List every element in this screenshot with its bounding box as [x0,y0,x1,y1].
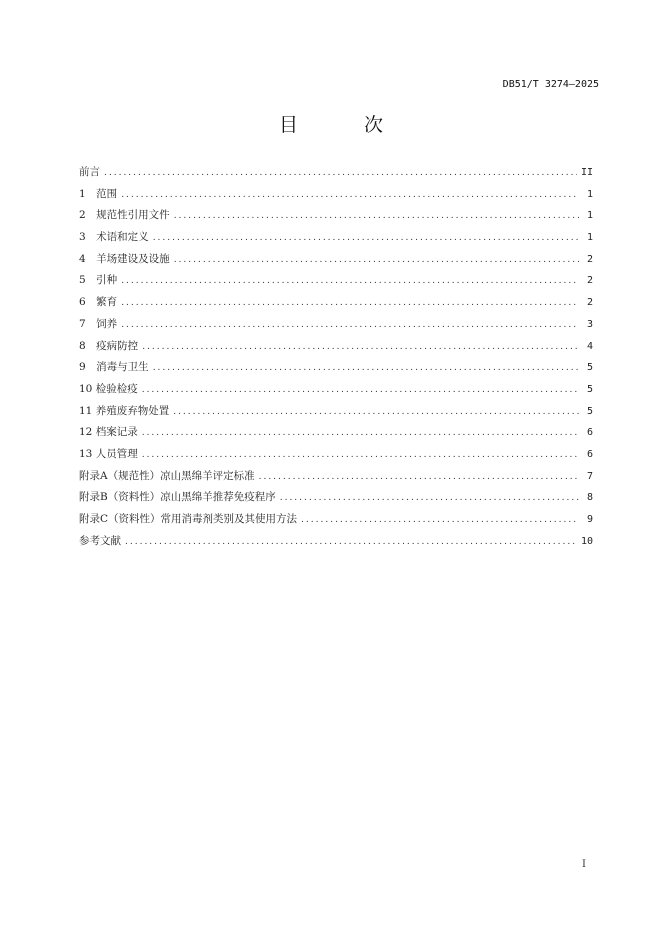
page-title: 目 次 [278,114,414,136]
toc-entry-page: 10 [580,535,593,547]
toc-entry-label: 8 疫病防控 [79,339,139,352]
toc-leader-dots [174,250,579,272]
document-code: DB51/T 3274—2025 [502,79,599,90]
toc-entry-page: 1 [586,232,593,244]
toc-entry-preface[interactable] [79,162,593,184]
toc-leader-dots [173,402,579,424]
toc-entry-page: 2 [586,297,593,309]
toc-entry-1[interactable] [79,184,593,206]
toc-entry-12[interactable] [79,422,593,444]
toc-entry-label: 10 检验检疫 [79,382,138,395]
toc-leader-dots [121,293,579,315]
toc-entry-4[interactable] [79,249,593,271]
toc-entry-page: 5 [586,362,593,374]
toc-entry-page: 3 [586,318,593,330]
toc-entry-label: 6 繁育 [79,296,118,309]
toc-entry-6[interactable] [79,292,593,314]
toc-entry-label: 11 养殖废弃物处置 [79,404,170,417]
toc-entry-8[interactable] [79,336,593,358]
toc-leader-dots [125,532,577,554]
toc-entry-label: 12 档案记录 [79,426,138,439]
toc-leader-dots [142,423,579,445]
toc-leader-dots [104,163,577,185]
toc-entry-10[interactable] [79,379,593,401]
toc-entry-page: 1 [586,188,593,200]
toc-entry-page: 2 [586,253,593,265]
toc-entry-references[interactable] [79,531,593,553]
toc-entry-label: 前言 [79,166,100,178]
toc-entry-label: 4 羊场建设及设施 [79,252,170,265]
toc-entry-appendix-c[interactable] [79,509,593,531]
toc-entry-11[interactable] [79,401,593,423]
toc-entry-13[interactable] [79,444,593,466]
toc-leader-dots [121,185,579,207]
toc-leader-dots [142,380,579,402]
toc-entry-page: 5 [586,405,593,417]
toc-entry-appendix-b[interactable] [79,487,593,509]
toc-entry-label: 7 饲养 [79,317,118,330]
toc-entry-2[interactable] [79,205,593,227]
toc-leader-dots [121,315,579,337]
toc-entry-label: 9 消毒与卫生 [79,361,149,374]
toc-leader-dots [259,467,579,489]
toc-entry-page: 1 [586,210,593,222]
toc-entry-label: 附录B（资料性）凉山黑绵羊推荐免疫程序 [79,491,276,504]
toc-entry-3[interactable] [79,227,593,249]
toc-entry-label: 1 范围 [79,187,118,200]
toc-entry-page: 4 [586,340,593,352]
toc-entry-page: 6 [586,448,593,460]
toc-entry-label: 2 规范性引用文件 [79,209,170,222]
toc-entry-label: 13 人员管理 [79,447,138,460]
toc-entry-page: 8 [586,492,593,504]
toc-entry-label: 附录A（规范性）凉山黑绵羊评定标准 [79,469,255,482]
toc-leader-dots [142,337,579,359]
toc-entry-page: 9 [586,514,593,525]
toc-entry-label: 附录C（资料性）常用消毒剂类别及其使用方法 [79,513,298,525]
toc-leader-dots [301,510,579,532]
toc-entry-7[interactable] [79,314,593,336]
toc-entry-label: 3 术语和定义 [79,231,149,244]
toc-entry-9[interactable] [79,357,593,379]
toc-entry-page: 7 [586,470,593,482]
toc-entry-page: 2 [586,275,593,287]
toc-entry-page: II [580,167,593,178]
toc-leader-dots [174,206,579,228]
toc-leader-dots [153,228,579,250]
table-of-contents [79,162,593,552]
toc-leader-dots [142,445,579,467]
page-number: I [582,859,586,870]
toc-entry-appendix-a[interactable] [79,466,593,488]
toc-entry-label: 参考文献 [79,534,121,547]
toc-entry-5[interactable] [79,270,593,292]
toc-leader-dots [121,271,579,293]
toc-entry-page: 5 [586,383,593,395]
toc-leader-dots [280,488,579,510]
toc-leader-dots [153,358,579,380]
toc-entry-label: 5 引种 [79,274,118,287]
toc-entry-page: 6 [586,427,593,439]
